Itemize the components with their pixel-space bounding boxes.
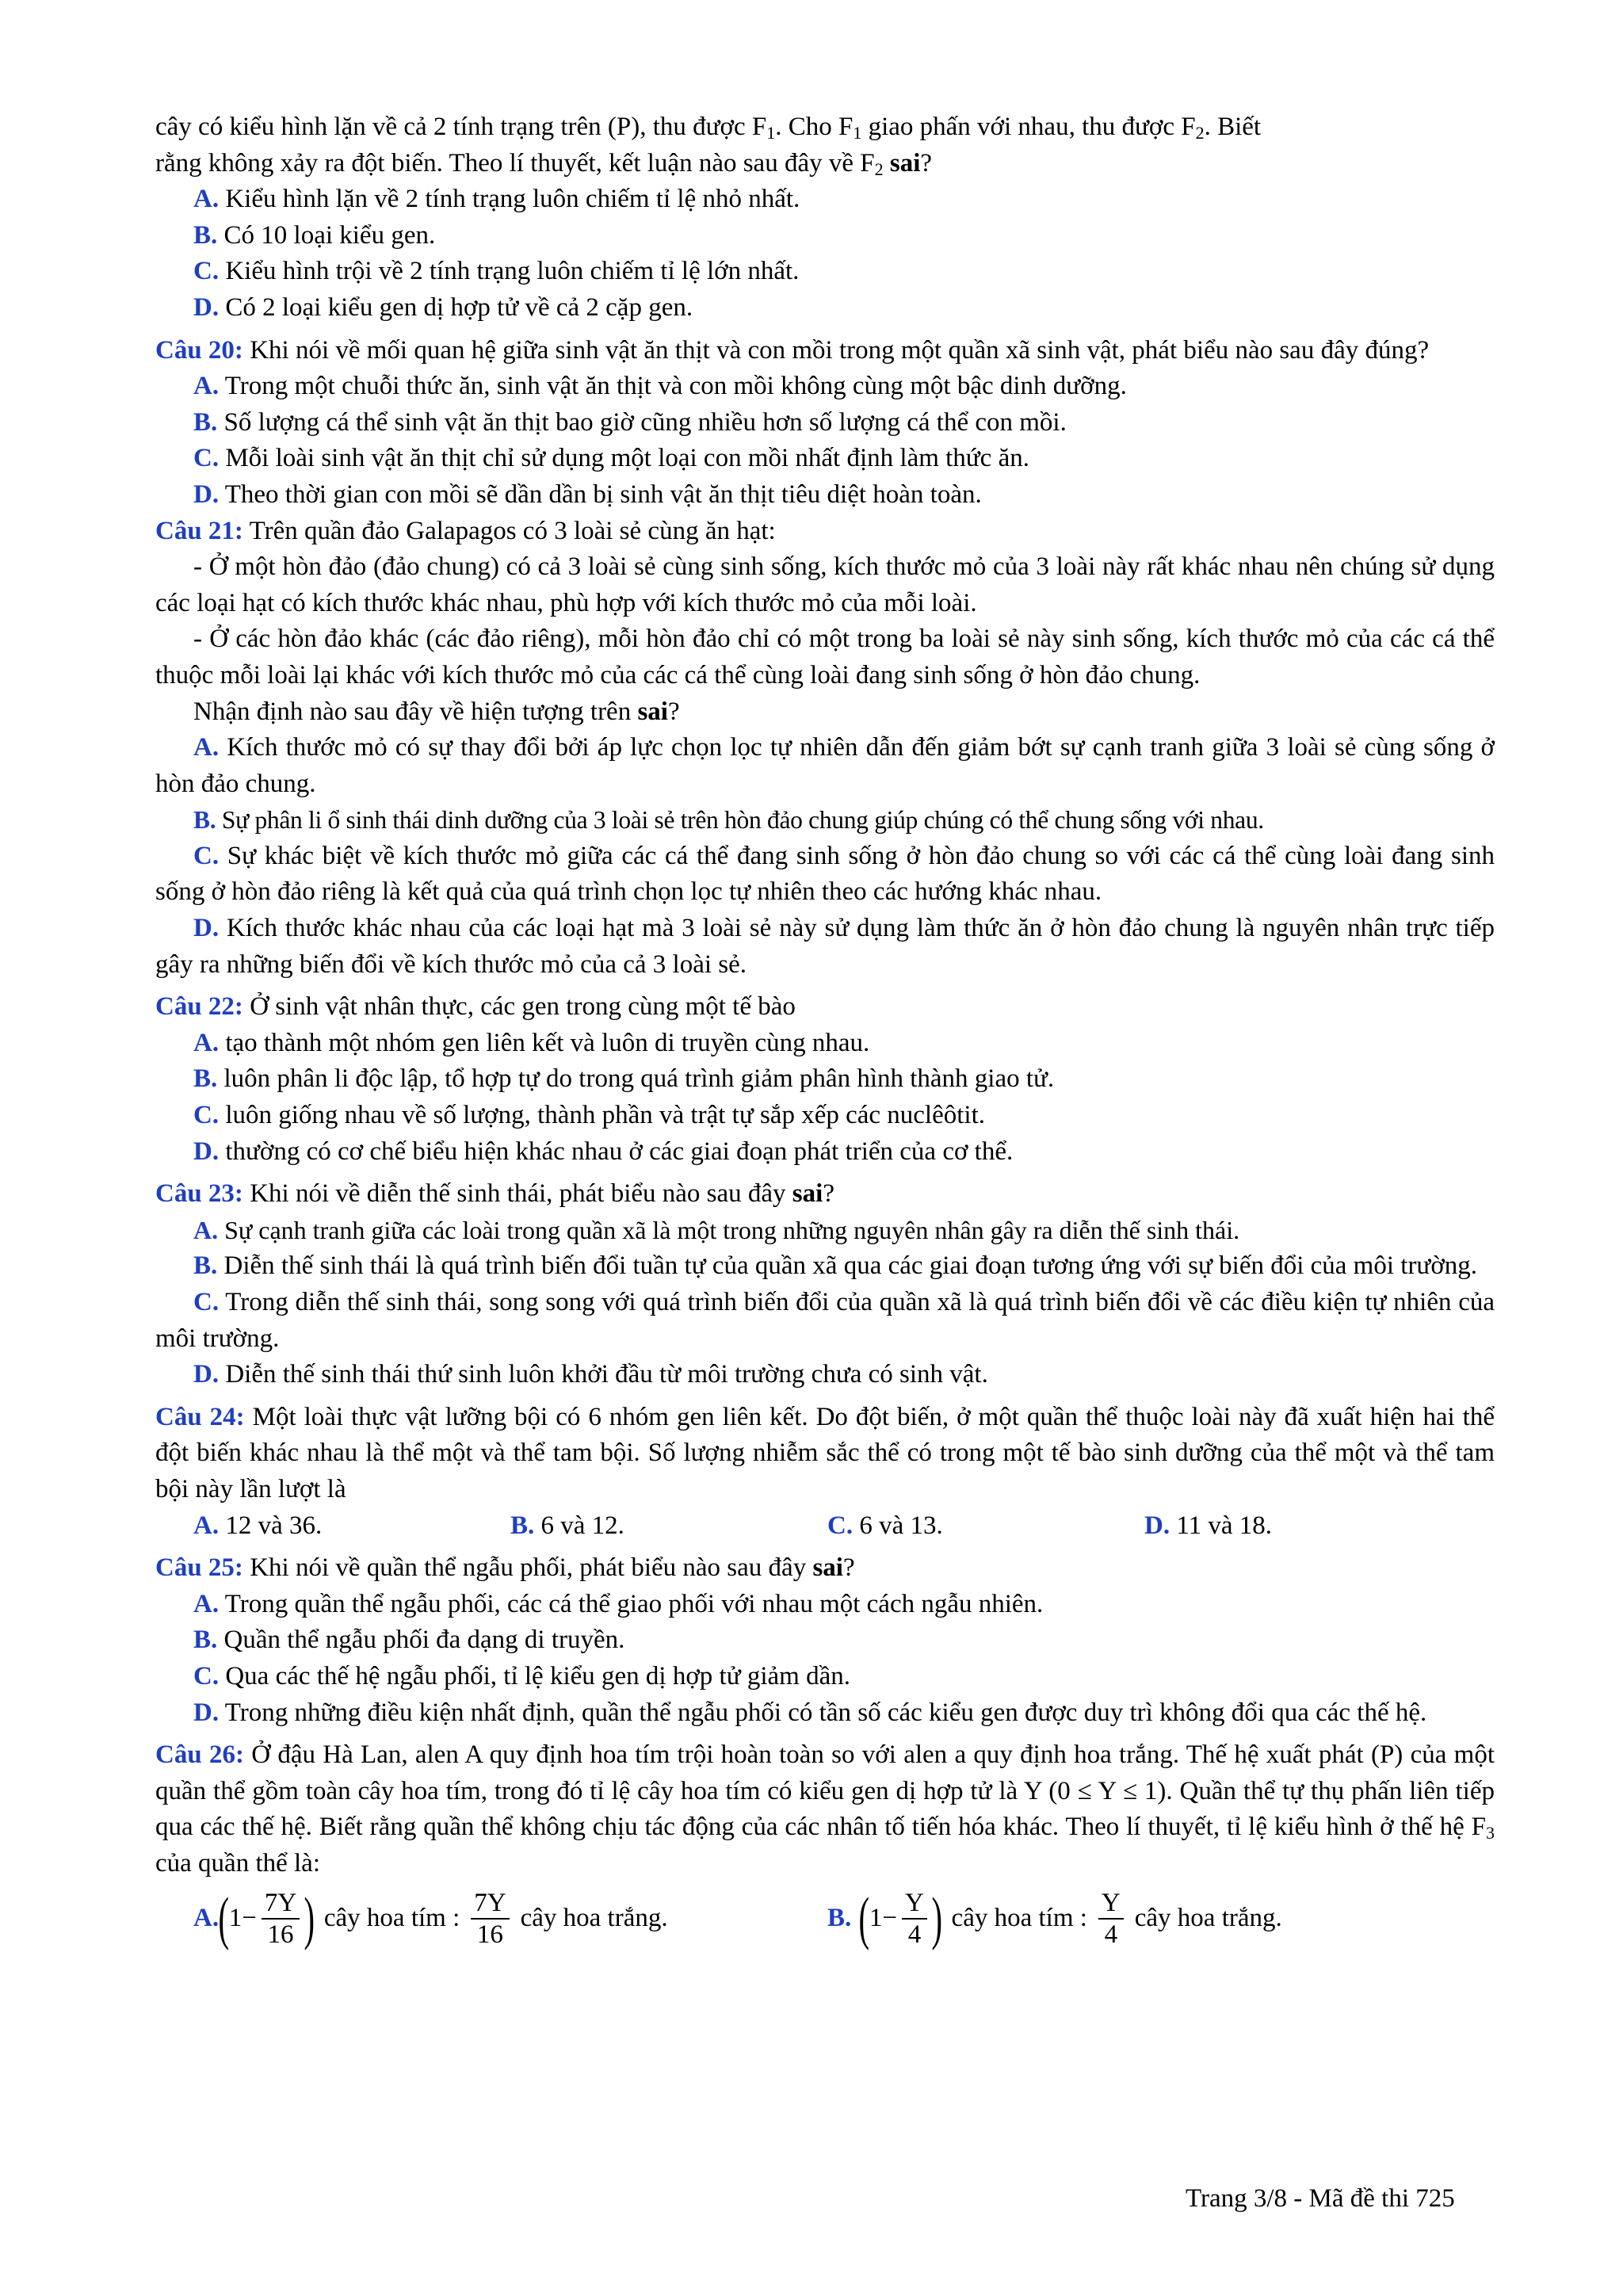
q20-option-a: A. Trong một chuỗi thức ăn, sinh vật ăn thịt và con mồi không cùng một bậc dinh dưỡng. <box>193 372 1127 401</box>
q20-option-d: D. Theo thời gian con mồi sẽ dần dần bị sinh vật ăn thịt tiêu diệt hoàn toàn. <box>193 479 982 509</box>
q21-option-b: B. Sự phân li ổ sinh thái dinh dưỡng của 3 loài sẻ trên hòn đảo chung giúp chúng có thể chung sống với nhau. <box>193 806 1264 835</box>
open-paren: ( <box>858 1885 870 1951</box>
option-text: cây hoa tím : <box>323 1903 460 1932</box>
exam-page <box>155 109 1495 1955</box>
q19-option-c: C. Kiểu hình trội về 2 tính trạng luôn chiếm tỉ lệ lớn nhất. <box>193 257 800 286</box>
q20-stem: Câu 20: Khi nói về mối quan hệ giữa sinh vật ăn thịt và con mồi trong một quần xã sinh vật, phát biểu nào sau đây đúng? <box>155 335 1430 365</box>
q23-stem: Câu 23: Khi nói về diễn thế sinh thái, phát biểu nào sau đây sai? <box>155 1179 834 1209</box>
q21-option-a: A. Kích thước mỏ có sự thay đổi bởi áp lực chọn lọc tự nhiên dẫn đến giảm bớt sự cạnh tranh giữa 3 loài sẻ cùng sống ở hòn đảo chung. <box>155 733 1495 798</box>
option-text: cây hoa trắng. <box>520 1903 668 1932</box>
q26-option-b: B. ( 1− $\frac{Y}{4}$ ) cây hoa tím : $\frac{Y}{4}$ cây hoa trắng. <box>827 1885 1282 1951</box>
open-paren: ( <box>218 1885 230 1951</box>
option-text: cây hoa trắng. <box>1134 1903 1282 1932</box>
q19-option-a: A. Kiểu hình lặn về 2 tính trạng luôn chiếm tỉ lệ nhỏ nhất. <box>193 185 800 214</box>
close-paren: ) <box>304 1885 315 1951</box>
q19-stem: cây có kiểu hình lặn về cả 2 tính trạng trên (P), thu được $F_1$. Cho $F_1$ giao phấn với nhau, thu được $F_2$. Biết <box>155 113 1262 143</box>
fraction: $\frac{7Y}{16}$ <box>262 1888 300 1950</box>
q25-stem: Câu 25: Khi nói về quần thể ngẫu phối, phát biểu nào sau đây sai? <box>155 1553 855 1583</box>
q21-option-c: C. Sự khác biệt về kích thước mỏ giữa các cá thể đang sinh sống ở hòn đảo chung so với các cá thể cùng loài đang sinh sống ở hòn đảo riêng là kết quả của quá trình chọn lọc tự nhiên theo các hướng khác nhau. <box>155 841 1495 907</box>
q24-option-a: A. 12 và 36. <box>193 1511 323 1540</box>
q20-option-c: C. Mỗi loài sinh vật ăn thịt chỉ sử dụng một loại con mồi nhất định làm thức ăn. <box>193 444 1029 473</box>
q24-option-d: D. 11 và 18. <box>1144 1511 1273 1540</box>
fraction: $\frac{Y}{4}$ <box>902 1888 927 1950</box>
q19-option-b: B. Có 10 loại kiểu gen. <box>193 220 436 250</box>
q23-option-a: A. Sự cạnh tranh giữa các loài trong quần xã là một trong những nguyên nhân gây ra diễn thế sinh thái. <box>193 1215 1240 1244</box>
q26-stem: Câu 26: Ở đậu Hà Lan, alen A quy định hoa tím trội hoàn toàn so với alen a quy định hoa trắng. Thế hệ xuất phát (P) của một quần thể gồm toàn cây hoa tím, trong đó tỉ lệ cây hoa tím có kiểu gen dị hợp tử là Y (0 ≤ Y ≤ 1). Quần thể tự thụ phấn liên tiếp qua các thế hệ. Biết rằng quần thể không chịu tác động của các nhân tố tiến hóa khác. Theo lí thuyết, tỉ lệ kiểu hình ở thế hệ $F_3$ của quần thể là: <box>155 1740 1495 1878</box>
q22-option-d: D. thường có cơ chế biểu hiện khác nhau ở các giai đoạn phát triển của cơ thể. <box>193 1137 1014 1166</box>
q23-option-b: B. Diễn thế sinh thái là quá trình biến đổi tuần tự của quần xã qua các giai đoạn tương ứng với sự biến đổi của môi trường. <box>193 1251 1478 1281</box>
q26-option-a: A. ( 1− $\frac{7Y}{16}$ ) cây hoa tím : $\frac{7Y}{16}$ cây hoa trắng. <box>193 1885 668 1951</box>
q19-option-d: D. Có 2 loại kiểu gen dị hợp tử về cả 2 cặp gen. <box>193 292 693 322</box>
one-minus: 1− <box>228 1903 257 1932</box>
q25-option-c: C. Qua các thế hệ ngẫu phối, tỉ lệ kiểu gen dị hợp tử giảm dần. <box>193 1661 850 1690</box>
option-text: cây hoa tím : <box>951 1903 1087 1932</box>
q22-option-c: C. luôn giống nhau về số lượng, thành phần và trật tự sắp xếp các nuclêôtit. <box>193 1101 986 1130</box>
q22-option-a: A. tạo thành một nhóm gen liên kết và luôn di truyền cùng nhau. <box>193 1028 870 1057</box>
q21-question: Nhận định nào sau đây về hiện tượng trên sai? <box>193 697 680 726</box>
close-paren: ) <box>931 1885 942 1951</box>
page-footer: Trang 3/8 - Mã đề thi 725 <box>1186 2184 1455 2213</box>
one-minus: 1− <box>869 1903 898 1932</box>
q21-option-d: D. Kích thước khác nhau của các loại hạt mà 3 loài sẻ này sử dụng làm thức ăn ở hòn đảo chung là nguyên nhân trực tiếp gây ra những biến đổi về kích thước mỏ của cả 3 loài sẻ. <box>155 914 1495 979</box>
q25-option-d: D. Trong những điều kiện nhất định, quần thể ngẫu phối có tần số các kiểu gen được duy trì không đổi qua các thế hệ. <box>193 1698 1427 1727</box>
q22-stem: Câu 22: Ở sinh vật nhân thực, các gen trong cùng một tế bào <box>155 992 796 1022</box>
q24-options <box>155 1508 1495 1545</box>
q24-stem: Câu 24: Một loài thực vật lưỡng bội có 6 nhóm gen liên kết. Do đột biến, ở một quần thể thuộc loài này đã xuất hiện hai thể đột biến khác nhau là thể một và thể tam bội. Số lượng nhiễm sắc thể có trong một tế bào sinh dưỡng của thể một và thể tam bội này lần lượt là <box>155 1402 1495 1503</box>
q25-option-a: A. Trong quần thể ngẫu phối, các cá thể giao phối với nhau một cách ngẫu nhiên. <box>193 1589 1044 1618</box>
fraction: $\frac{7Y}{16}$ <box>471 1888 509 1950</box>
q24-option-c: C. 6 và 13. <box>827 1511 943 1540</box>
q20-option-b: B. Số lượng cá thể sinh vật ăn thịt bao giờ cũng nhiều hơn số lượng cá thể con mồi. <box>193 407 1067 437</box>
q25-option-b: B. Quần thể ngẫu phối đa dạng di truyền. <box>193 1626 625 1655</box>
q21-stem: Câu 21: Trên quần đảo Galapagos có 3 loài sẻ cùng ăn hạt: <box>155 516 776 545</box>
q23-option-d: D. Diễn thế sinh thái thứ sinh luôn khởi đầu từ môi trường chưa có sinh vật. <box>193 1360 988 1389</box>
q21-paragraph-2: - Ở các hòn đảo khác (các đảo riêng), mỗi hòn đảo chỉ có một trong ba loài sẻ này sinh sống, kích thước mỏ của các cá thể thuộc mỗi loài lại khác với kích thước mỏ của các cá thể cùng loài đang sinh sống ở hòn đảo chung. <box>155 625 1495 690</box>
q22-option-b: B. luôn phân li độc lập, tổ hợp tự do trong quá trình giảm phân hình thành giao tử. <box>193 1064 1055 1094</box>
q23-option-c: C. Trong diễn thế sinh thái, song song với quá trình biến đổi của quần xã là quá trình biến đổi về các điều kiện tự nhiên của môi trường. <box>155 1288 1495 1353</box>
q21-paragraph-1: - Ở một hòn đảo (đảo chung) có cả 3 loài sẻ cùng sinh sống, kích thước mỏ của 3 loài này rất khác nhau nên chúng sử dụng các loại hạt có kích thước khác nhau, phù hợp với kích thước mỏ của mỗi loài. <box>155 552 1495 617</box>
q19-stem-2: rằng không xảy ra đột biến. Theo lí thuyết, kết luận nào sau đây về $F_2$ sai? <box>155 148 933 179</box>
fraction: $\frac{Y}{4}$ <box>1098 1888 1124 1950</box>
q26-options <box>155 1882 1495 1955</box>
q24-option-b: B. 6 và 12. <box>510 1511 624 1540</box>
